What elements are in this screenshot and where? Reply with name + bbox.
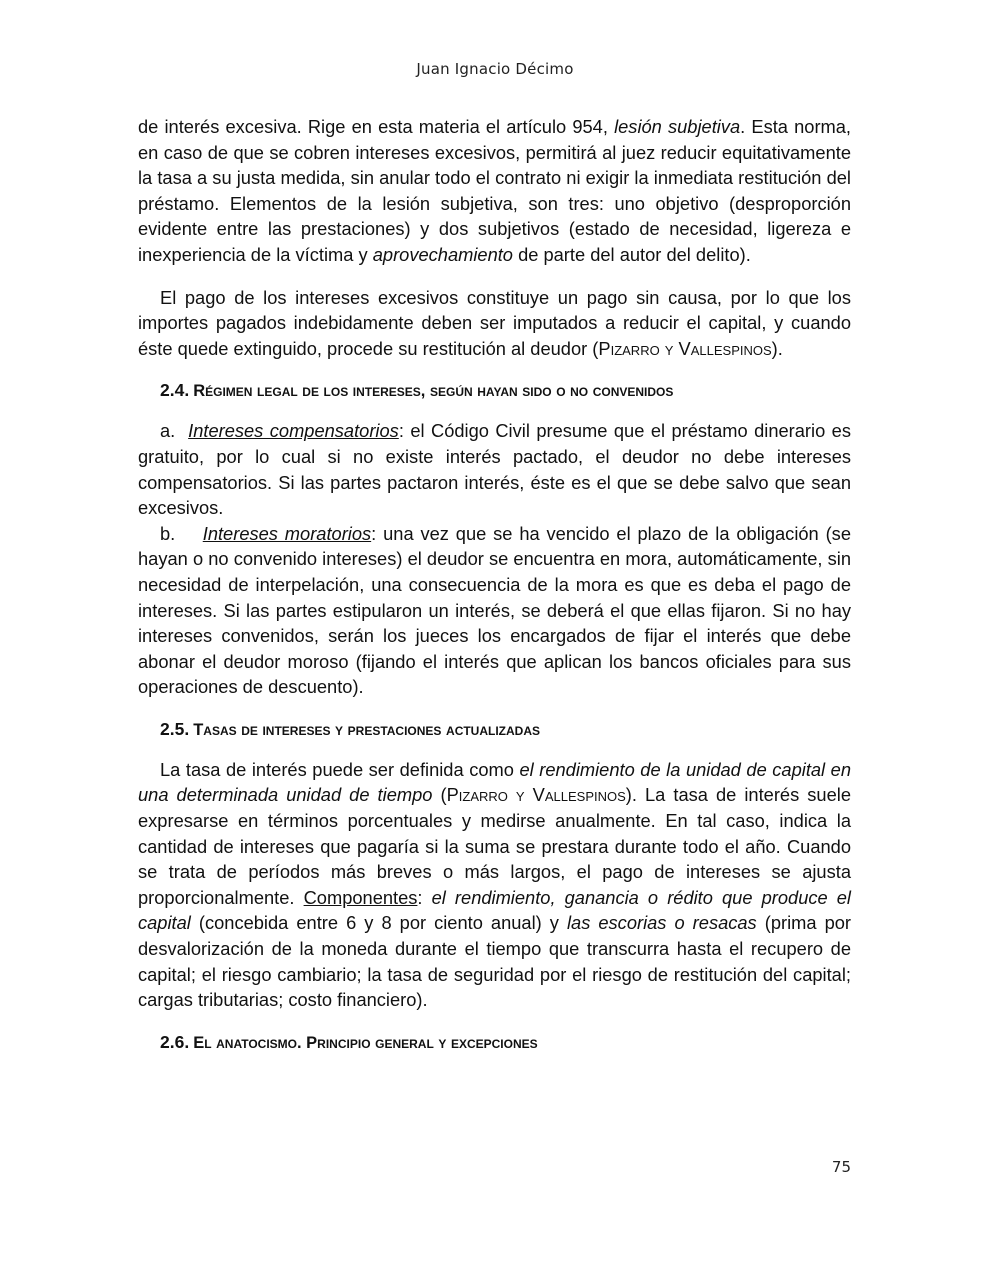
italic-term: el rendimiento, ganancia o rédito que produce el capital — [138, 886, 851, 934]
text-run: ). La tasa de interés suele expresarse en términos porcentuales y medirse anualmente. En tal caso, indica la cantidad de intereses que pagaría si la suma se prestara durante todo el año. Cuando se trata de períodos más breves o más largos, el pago de intereses se ajusta proporcionalmente. — [138, 784, 851, 908]
author-citation: Pizarro y Vallespinos — [446, 784, 626, 806]
text-run: ). — [771, 337, 783, 359]
page-number: 75 — [831, 1158, 851, 1176]
running-header: Juan Ignacio Décimo — [416, 60, 574, 78]
list-marker: b. — [160, 522, 176, 544]
text-run: : — [417, 886, 432, 908]
text-run: (prima por desvalorización de la moneda durante el tiempo que transcurra hasta el recupero de capital; el riesgo cambiario; la tasa de seguridad por el riesgo de restitución del capital; cargas tributarias; costo financiero). — [138, 912, 851, 1011]
paragraph-pago-sin-causa — [138, 285, 851, 362]
text-run: : el Código Civil presume que el préstamo dinerario es gratuito, por lo cual si no existe interés pactado, el deudor no debe intereses compensatorios. Si las partes pactaron interés, éste es el que se debe salvo que sean excesivos. — [138, 420, 851, 519]
section-heading-2-5 — [138, 718, 851, 741]
underlined-term: Intereses moratorios — [202, 522, 372, 544]
section-title: El anatocismo. Principio general y excepciones — [193, 1033, 538, 1052]
text-run: : una vez que se ha vencido el plazo de la obligación (se hayan o no convenido intereses) el deudor se encuentra en mora, automáticamente, sin necesidad de interpelación, una consecuencia de la mora es que es deba el pago de intereses. Si las partes estipularon un interés, se deberá el que ellas fijaron. Si no hay intereses convenidos, serán los jueces los encargados de fijar el interés que debe abonar el deudor moroso (fijando el interés que aplican los bancos oficiales para sus operaciones de descuento). — [138, 522, 851, 698]
paragraph-lesion-subjetiva — [138, 114, 851, 268]
underlined-term: Componentes — [303, 886, 418, 908]
list-marker: a. — [160, 420, 176, 442]
text-run: de parte del autor del delito). — [512, 243, 751, 265]
text-run: de interés excesiva. Rige en esta materia el artículo 954, — [138, 116, 615, 137]
section-number: 2.4. — [160, 380, 190, 401]
italic-term: el rendimiento de la unidad de capital en una determinada unidad de tiempo — [138, 758, 852, 806]
section-number: 2.6. — [160, 1031, 190, 1052]
author-citation: Pizarro y Vallespinos — [598, 337, 772, 359]
list-item-a — [138, 418, 851, 520]
section-number: 2.5. — [160, 718, 190, 739]
text-run: . Esta norma, en caso de que se cobren intereses excesivos, permitirá al juez reducir equitativamente la tasa a su justa medida, sin anular todo el contrato ni exigir la inmediata restitución del préstamo. Elementos de la lesión subjetiva, son tres: uno objetivo (desproporción evidente entre las prestaciones) y dos subjetivos (estado de necesidad, ligereza e inexperiencia de la víctima y — [138, 116, 852, 265]
paragraph-tasa-de-interes — [138, 757, 851, 1013]
page-body — [138, 114, 851, 1070]
text-run: La tasa de interés puede ser definida como — [160, 758, 520, 780]
section-title: Tasas de intereses y prestaciones actualizadas — [193, 720, 541, 739]
underlined-term: Intereses compensatorios — [188, 420, 399, 442]
section-title: Régimen legal de los intereses, según hayan sido o no convenidos — [193, 382, 674, 401]
section-heading-2-6 — [138, 1031, 851, 1054]
italic-term: aprovechamiento — [372, 243, 513, 265]
text-run: El pago de los intereses excesivos constituye un pago sin causa, por lo que los importes pagados indebidamente deben ser imputados a reducir el capital, y cuando éste quede extinguido, procede su restitución al deudor ( — [138, 286, 851, 359]
section-heading-2-4 — [138, 379, 851, 402]
text-run: ( — [432, 784, 447, 806]
italic-term: lesión subjetiva — [614, 116, 741, 137]
italic-term: las escorias o resacas — [566, 912, 757, 934]
text-run: (concebida entre 6 y 8 por ciento anual) y — [190, 912, 567, 934]
list-item-b — [138, 521, 851, 700]
